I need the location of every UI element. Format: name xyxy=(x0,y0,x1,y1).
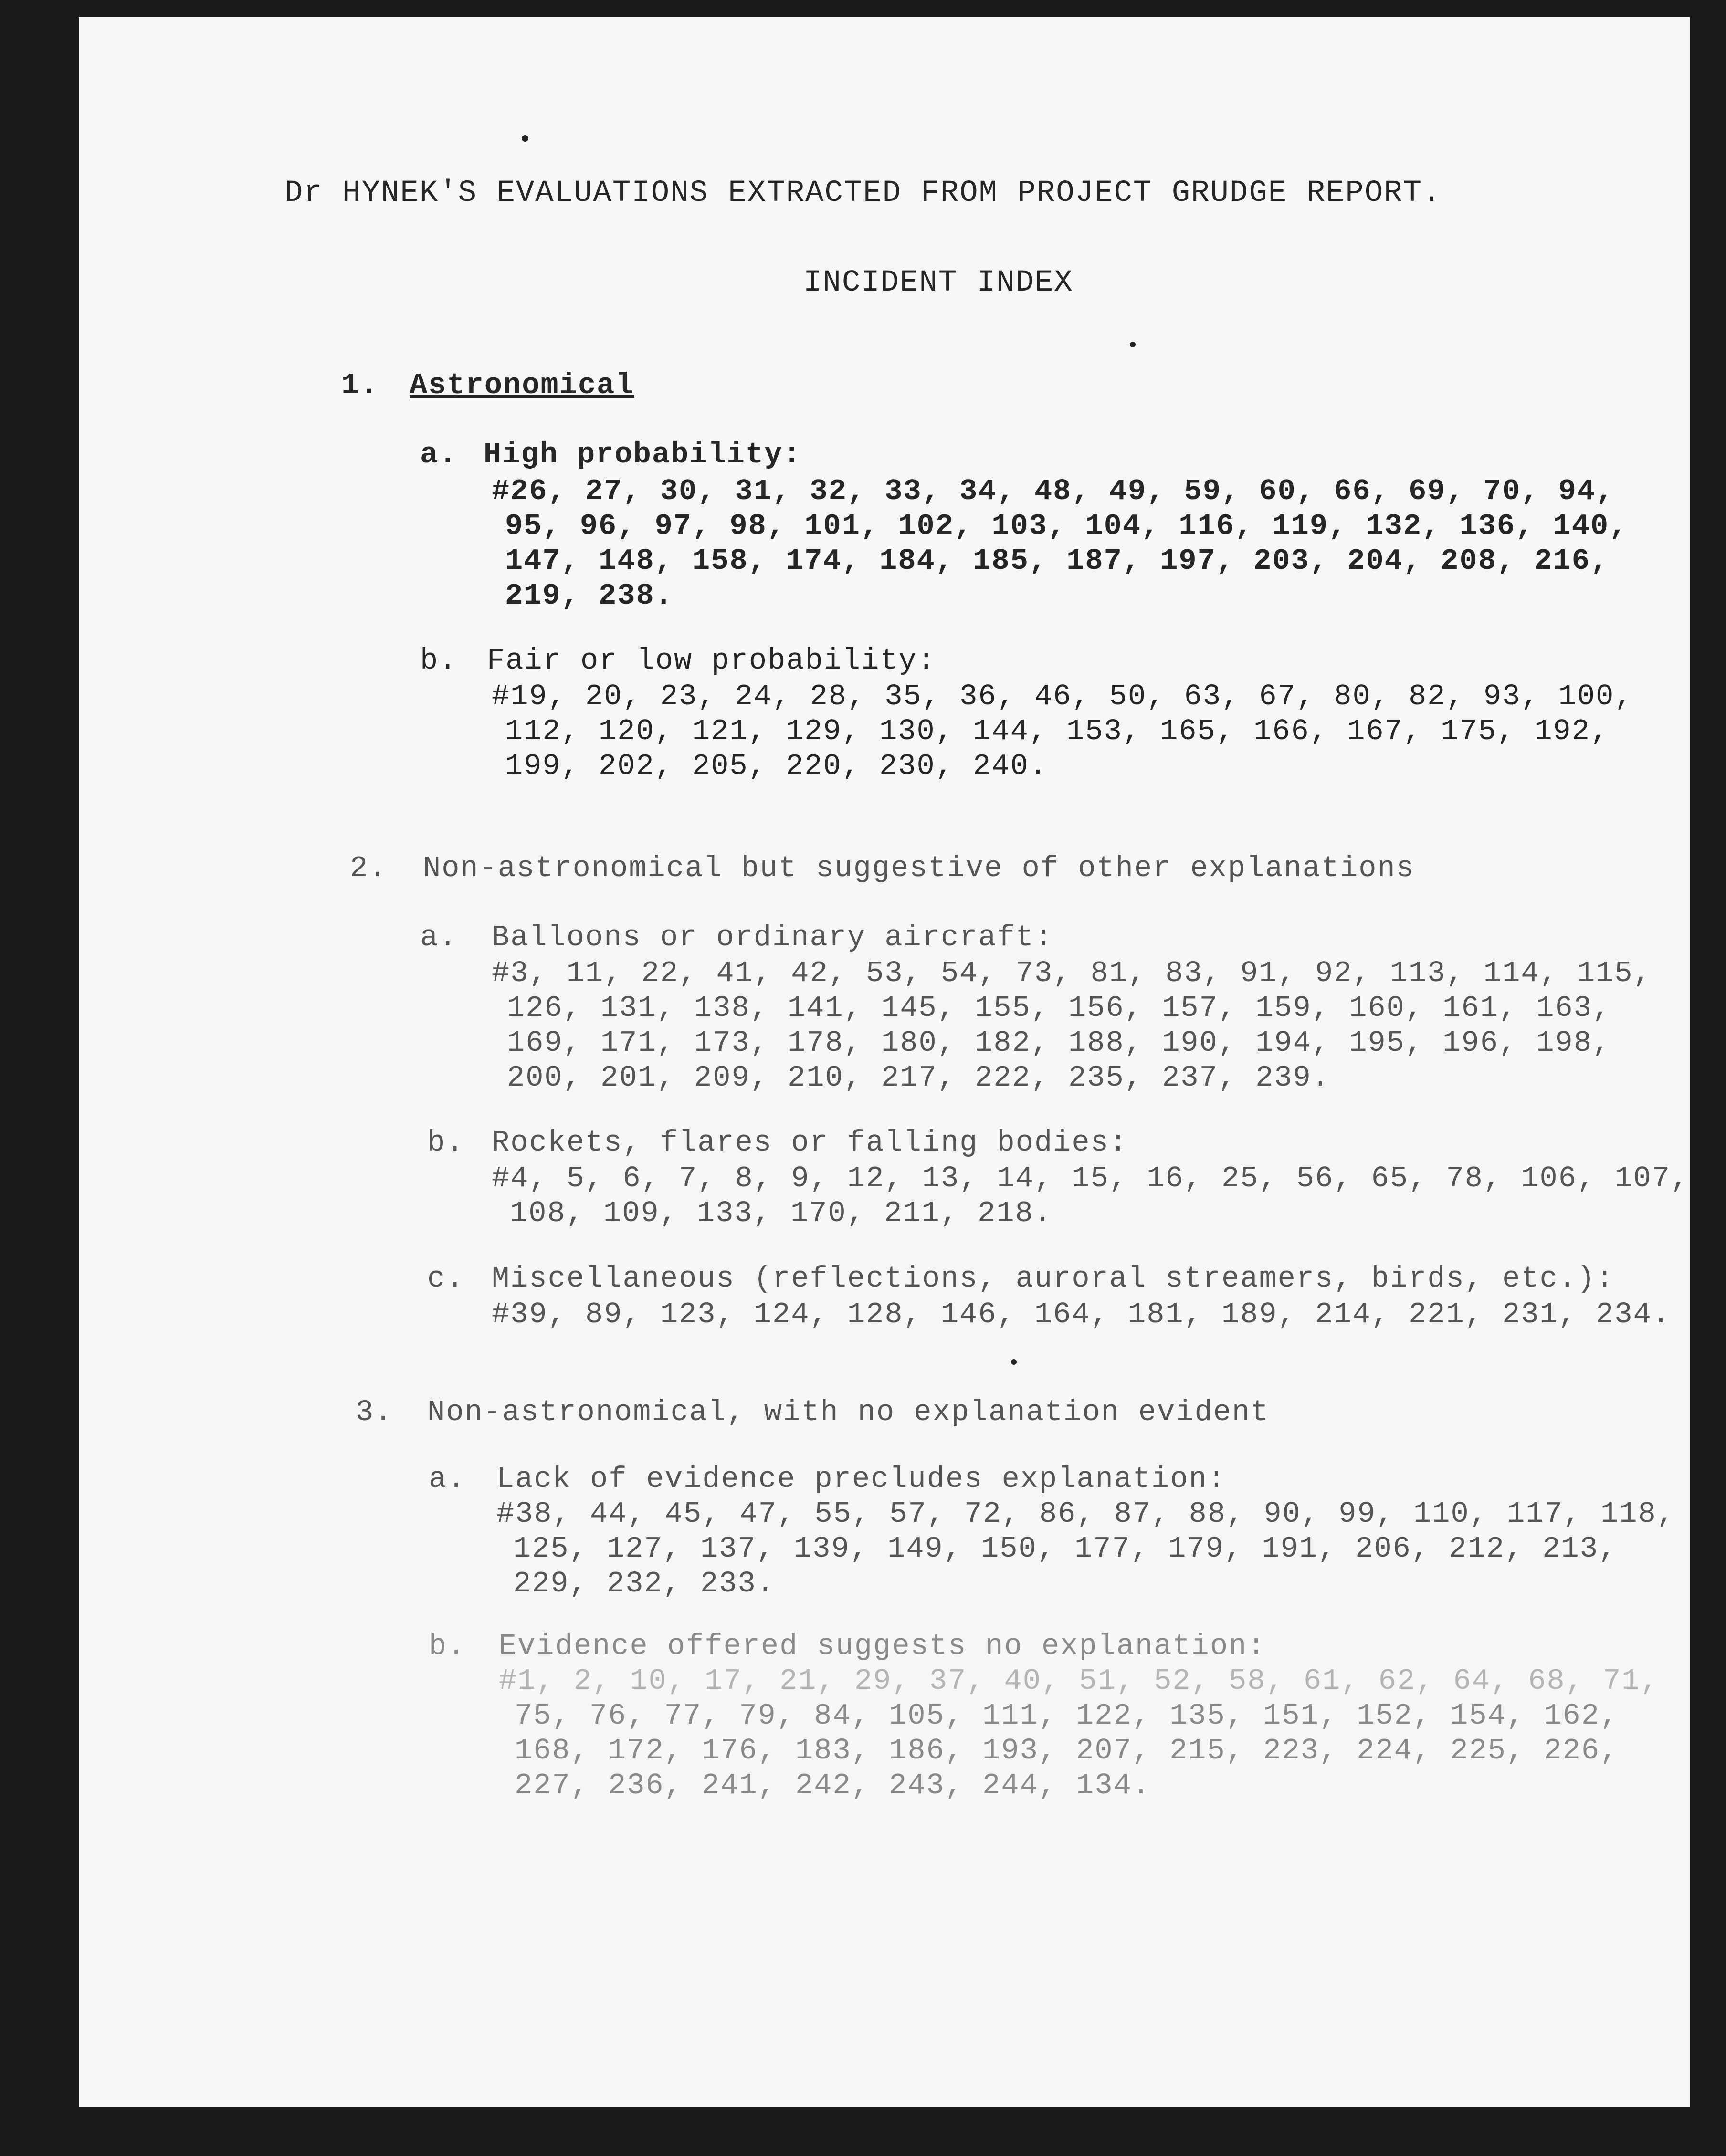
subsection-letter: b. xyxy=(427,1126,465,1160)
subsection-label: Miscellaneous (reflections, auroral streamers, birds, etc.): xyxy=(492,1262,1615,1296)
incident-list-line: #19, 20, 23, 24, 28, 35, 36, 46, 50, 63, 67, 80, 82, 93, 100, xyxy=(492,680,1633,713)
incident-list-line: 169, 171, 173, 178, 180, 182, 188, 190, 194, 195, 196, 198, xyxy=(507,1026,1611,1060)
subsection-letter: a. xyxy=(420,438,458,471)
incident-list-line: 95, 96, 97, 98, 101, 102, 103, 104, 116, 119, 132, 136, 140, xyxy=(505,509,1628,543)
incident-list-line: 168, 172, 176, 183, 186, 193, 207, 215, 223, 224, 225, 226, xyxy=(515,1734,1619,1768)
incident-list-line: 147, 148, 158, 174, 184, 185, 187, 197, 203, 204, 208, 216, xyxy=(505,544,1610,578)
subsection-label: Balloons or ordinary aircraft: xyxy=(492,921,1053,954)
incident-list-line: #38, 44, 45, 47, 55, 57, 72, 86, 87, 88, 90, 99, 110, 117, 118, xyxy=(496,1497,1675,1531)
section-number: 1. xyxy=(341,368,379,402)
incident-list-line: #4, 5, 6, 7, 8, 9, 12, 13, 14, 15, 16, 25, 56, 65, 78, 106, 107, xyxy=(492,1162,1690,1195)
incident-list-line: 112, 120, 121, 129, 130, 144, 153, 165, 166, 167, 175, 192, xyxy=(505,714,1610,748)
document-subtitle: INCIDENT INDEX xyxy=(803,266,1073,300)
incident-list-line: 200, 201, 209, 210, 217, 222, 235, 237, 239. xyxy=(507,1061,1331,1095)
section-heading: Astronomical xyxy=(410,368,634,402)
incident-list-line: 219, 238. xyxy=(505,579,674,613)
section-number: 2. xyxy=(350,851,388,885)
incident-list-line: #26, 27, 30, 31, 32, 33, 34, 48, 49, 59, 60, 66, 69, 70, 94, xyxy=(492,474,1615,508)
speck xyxy=(522,135,528,142)
incident-list-line: 229, 232, 233. xyxy=(513,1567,775,1601)
incident-list-line: 199, 202, 205, 220, 230, 240. xyxy=(505,749,1048,783)
subsection-label: Evidence offered suggests no explanation: xyxy=(499,1629,1266,1663)
speck xyxy=(1130,342,1136,347)
incident-list-line: 75, 76, 77, 79, 84, 105, 111, 122, 135, 151, 152, 154, 162, xyxy=(515,1699,1619,1733)
section-number: 3. xyxy=(356,1395,393,1429)
subsection-label: Lack of evidence precludes explanation: xyxy=(496,1462,1227,1496)
subsection-label: High probability: xyxy=(484,438,802,471)
speck xyxy=(1011,1359,1017,1365)
incident-list-line: 227, 236, 241, 242, 243, 244, 134. xyxy=(515,1769,1151,1802)
incident-list-line: #3, 11, 22, 41, 42, 53, 54, 73, 81, 83, 91, 92, 113, 114, 115, xyxy=(492,956,1652,990)
incident-list-line: #1, 2, 10, 17, 21, 29, 37, 40, 51, 52, 58, 61, 62, 64, 68, 71, xyxy=(499,1664,1659,1698)
subsection-letter: b. xyxy=(420,644,458,678)
subsection-letter: c. xyxy=(427,1262,465,1296)
incident-list-line: 126, 131, 138, 141, 145, 155, 156, 157, 159, 160, 161, 163, xyxy=(507,991,1611,1025)
section-heading: Non-astronomical, with no explanation evident xyxy=(427,1395,1270,1429)
subsection-letter: a. xyxy=(429,1462,466,1496)
section-heading: Non-astronomical but suggestive of other explanations xyxy=(423,851,1415,885)
subsection-letter: b. xyxy=(429,1629,466,1663)
subsection-letter: a. xyxy=(420,921,458,954)
incident-list-line: #39, 89, 123, 124, 128, 146, 164, 181, 189, 214, 221, 231, 234. xyxy=(492,1298,1671,1331)
subsection-label: Fair or low probability: xyxy=(487,644,936,678)
document-title: Dr HYNEK'S EVALUATIONS EXTRACTED FROM PROJECT GRUDGE REPORT. xyxy=(284,176,1442,210)
incident-list-line: 108, 109, 133, 170, 211, 218. xyxy=(510,1196,1052,1230)
incident-list-line: 125, 127, 137, 139, 149, 150, 177, 179, 191, 206, 212, 213, xyxy=(513,1532,1618,1566)
subsection-label: Rockets, flares or falling bodies: xyxy=(492,1126,1128,1160)
